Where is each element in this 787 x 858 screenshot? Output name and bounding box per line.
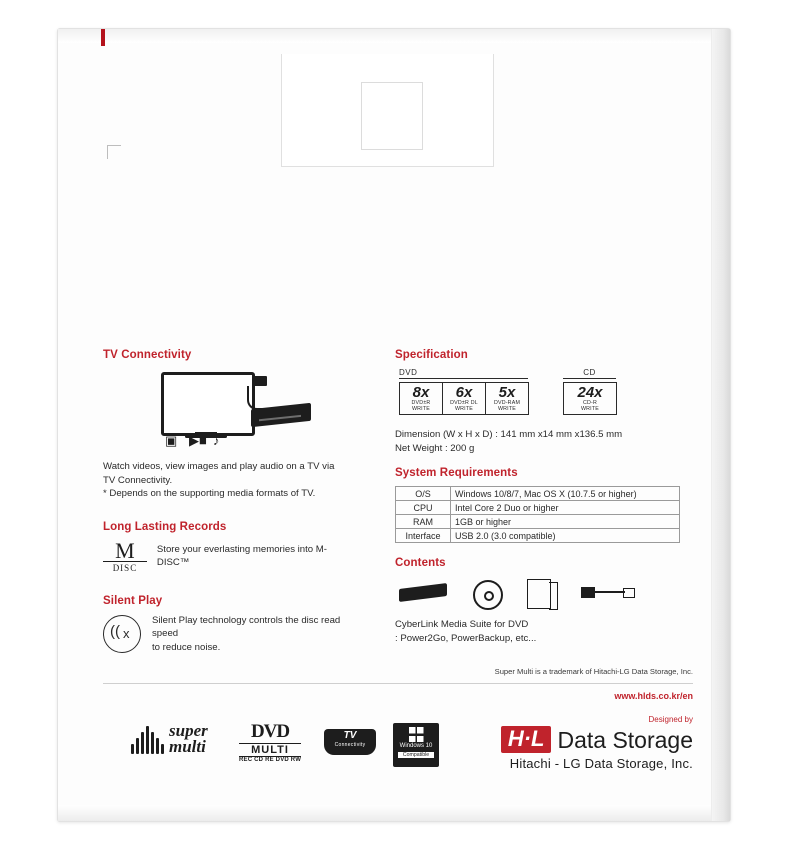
silent-play-title: Silent Play [103, 594, 163, 607]
req-key: O/S [396, 487, 451, 501]
dvd-speed-value: 5x [498, 384, 516, 401]
box-side-face [711, 29, 730, 821]
tv-connectivity-badge-line2: Connectivity [334, 742, 366, 748]
designed-by-label: Designed by [648, 715, 693, 724]
req-value: USB 2.0 (3.0 compatible) [451, 529, 680, 543]
silent-play-row [103, 614, 359, 655]
left-column [103, 349, 359, 654]
super-multi-line1: super [169, 721, 208, 740]
product-box [57, 28, 731, 822]
req-key: RAM [396, 515, 451, 529]
speed-badges-area [395, 368, 693, 420]
usb-cable-icon [247, 386, 265, 410]
dvd-multi-logo [239, 721, 301, 763]
long-lasting-title: Long Lasting Records [103, 520, 227, 533]
box-bottom-edge [58, 805, 730, 821]
dvd-multi-word: MULTI [239, 743, 301, 757]
req-key: Interface [396, 529, 451, 543]
req-value: 1GB or higher [451, 515, 680, 529]
net-weight-text: Net Weight : 200 g [395, 443, 475, 454]
software-line-1: CyberLink Media Suite for DVD [395, 619, 529, 630]
windows-compatible-badge [393, 723, 439, 767]
tv-connectivity-body-1: Watch videos, view images and play audio on a TV via [103, 461, 335, 472]
footer-divider [103, 683, 693, 684]
table-row [396, 501, 680, 515]
dvd-speed-sub1: DVD±R [411, 400, 431, 406]
windows-logo-icon [409, 727, 424, 742]
table-row [396, 529, 680, 543]
tv-connectivity-body-2: TV Connectivity. [103, 474, 173, 486]
cd-speed-value: 24x [577, 384, 603, 401]
right-column [395, 349, 693, 645]
brand-full-name: Hitachi - LG Data Storage, Inc. [509, 756, 693, 771]
dvd-speed-sub2: WRITE [411, 406, 431, 412]
silent-play-body-1: Silent Play technology controls the disc read speed [152, 614, 341, 639]
super-multi-line2: multi [169, 737, 206, 756]
dvd-speed-group [399, 368, 528, 415]
corner-crop-mark [107, 145, 121, 159]
dvd-speed-sub1: DVD±R DL [450, 400, 478, 406]
windows-badge-line1: Windows 10 [399, 743, 433, 749]
tv-connectivity-badge-line1: TV [343, 730, 357, 741]
brand-block [453, 715, 693, 771]
table-row [396, 515, 680, 529]
mdisc-row [103, 537, 359, 573]
dvd-speed-badge [485, 382, 529, 415]
hl-mark: H·L [501, 726, 552, 753]
contents-icons [395, 576, 693, 612]
specification-title: Specification [395, 349, 468, 361]
dvd-word: DVD [250, 721, 290, 742]
video-camera-icon: ▶■ [189, 433, 207, 448]
cd-speed-group [563, 368, 616, 415]
dvd-speed-value: 8x [412, 384, 430, 401]
tv-connectivity-badge [324, 729, 376, 755]
brand-lockup [453, 726, 693, 753]
box-print-area [103, 349, 693, 779]
usb-cable-icon [581, 587, 595, 598]
mute-icon [103, 615, 141, 653]
long-lasting-body: Store your everlasting memories into M-DISC™ [156, 543, 327, 568]
cd-speed-sub2: WRITE [580, 406, 600, 412]
hang-tab-hole [361, 82, 423, 150]
dvd-speed-value: 6x [455, 384, 473, 401]
camera-icon: ▣ [165, 433, 178, 448]
system-requirements-table [395, 486, 680, 543]
hang-tab-flap [281, 54, 494, 167]
trademark-note: Super Multi is a trademark of Hitachi-LG Data Storage, Inc. [494, 667, 693, 676]
cd-speed-sub1: CD-R [582, 400, 598, 406]
dvd-sub-word: REC CD RE DVD RW [239, 757, 302, 763]
music-note-icon: ♪ [213, 433, 220, 448]
table-row [396, 487, 680, 501]
dvd-speed-sub1: DVD-RAM [493, 400, 521, 406]
mdisc-word: DISC [103, 561, 147, 573]
req-value: Intel Core 2 Duo or higher [451, 501, 680, 515]
red-tick-mark [101, 29, 105, 46]
windows-badge-line2: Compatible [398, 752, 434, 758]
req-key: CPU [396, 501, 451, 515]
brand-name: Data Storage [557, 726, 693, 753]
tv-screen-icon [161, 372, 255, 436]
disc-icon [473, 580, 503, 610]
tv-connectivity-body-3: * Depends on the supporting media formats of TV. [103, 488, 316, 499]
super-multi-logo [131, 723, 208, 755]
dvd-speed-badge [399, 382, 443, 415]
drive-icon [399, 583, 447, 602]
silent-play-body-2: to reduce noise. [152, 641, 221, 653]
tv-connectivity-title: TV Connectivity [103, 349, 192, 361]
mdisc-letter: M [115, 537, 135, 563]
logo-row [103, 715, 693, 779]
super-multi-text [169, 723, 208, 755]
software-line-2: : Power2Go, PowerBackup, etc... [395, 632, 537, 644]
dimension-text: Dimension (W x H x D) : 141 mm x14 mm x136.5 mm [395, 429, 623, 440]
dvd-label: DVD [399, 368, 528, 379]
dvd-speed-badge [442, 382, 486, 415]
super-multi-bars-icon [131, 724, 164, 754]
req-value: Windows 10/8/7, Mac OS X (10.7.5 or higher) [451, 487, 680, 501]
contents-title: Contents [395, 557, 446, 569]
website-url[interactable]: www.hlds.co.kr/en [614, 691, 693, 701]
system-requirements-title: System Requirements [395, 467, 518, 479]
manual-icon [527, 579, 551, 609]
dvd-speed-sub2: WRITE [497, 406, 517, 412]
cd-label: CD [563, 368, 616, 379]
cd-speed-badge [563, 382, 617, 415]
tv-connectivity-illustration [103, 368, 359, 454]
box-top-edge [58, 29, 730, 43]
mdisc-logo [103, 537, 147, 573]
dvd-speed-sub2: WRITE [454, 406, 474, 412]
usb-plug-icon [253, 376, 267, 386]
